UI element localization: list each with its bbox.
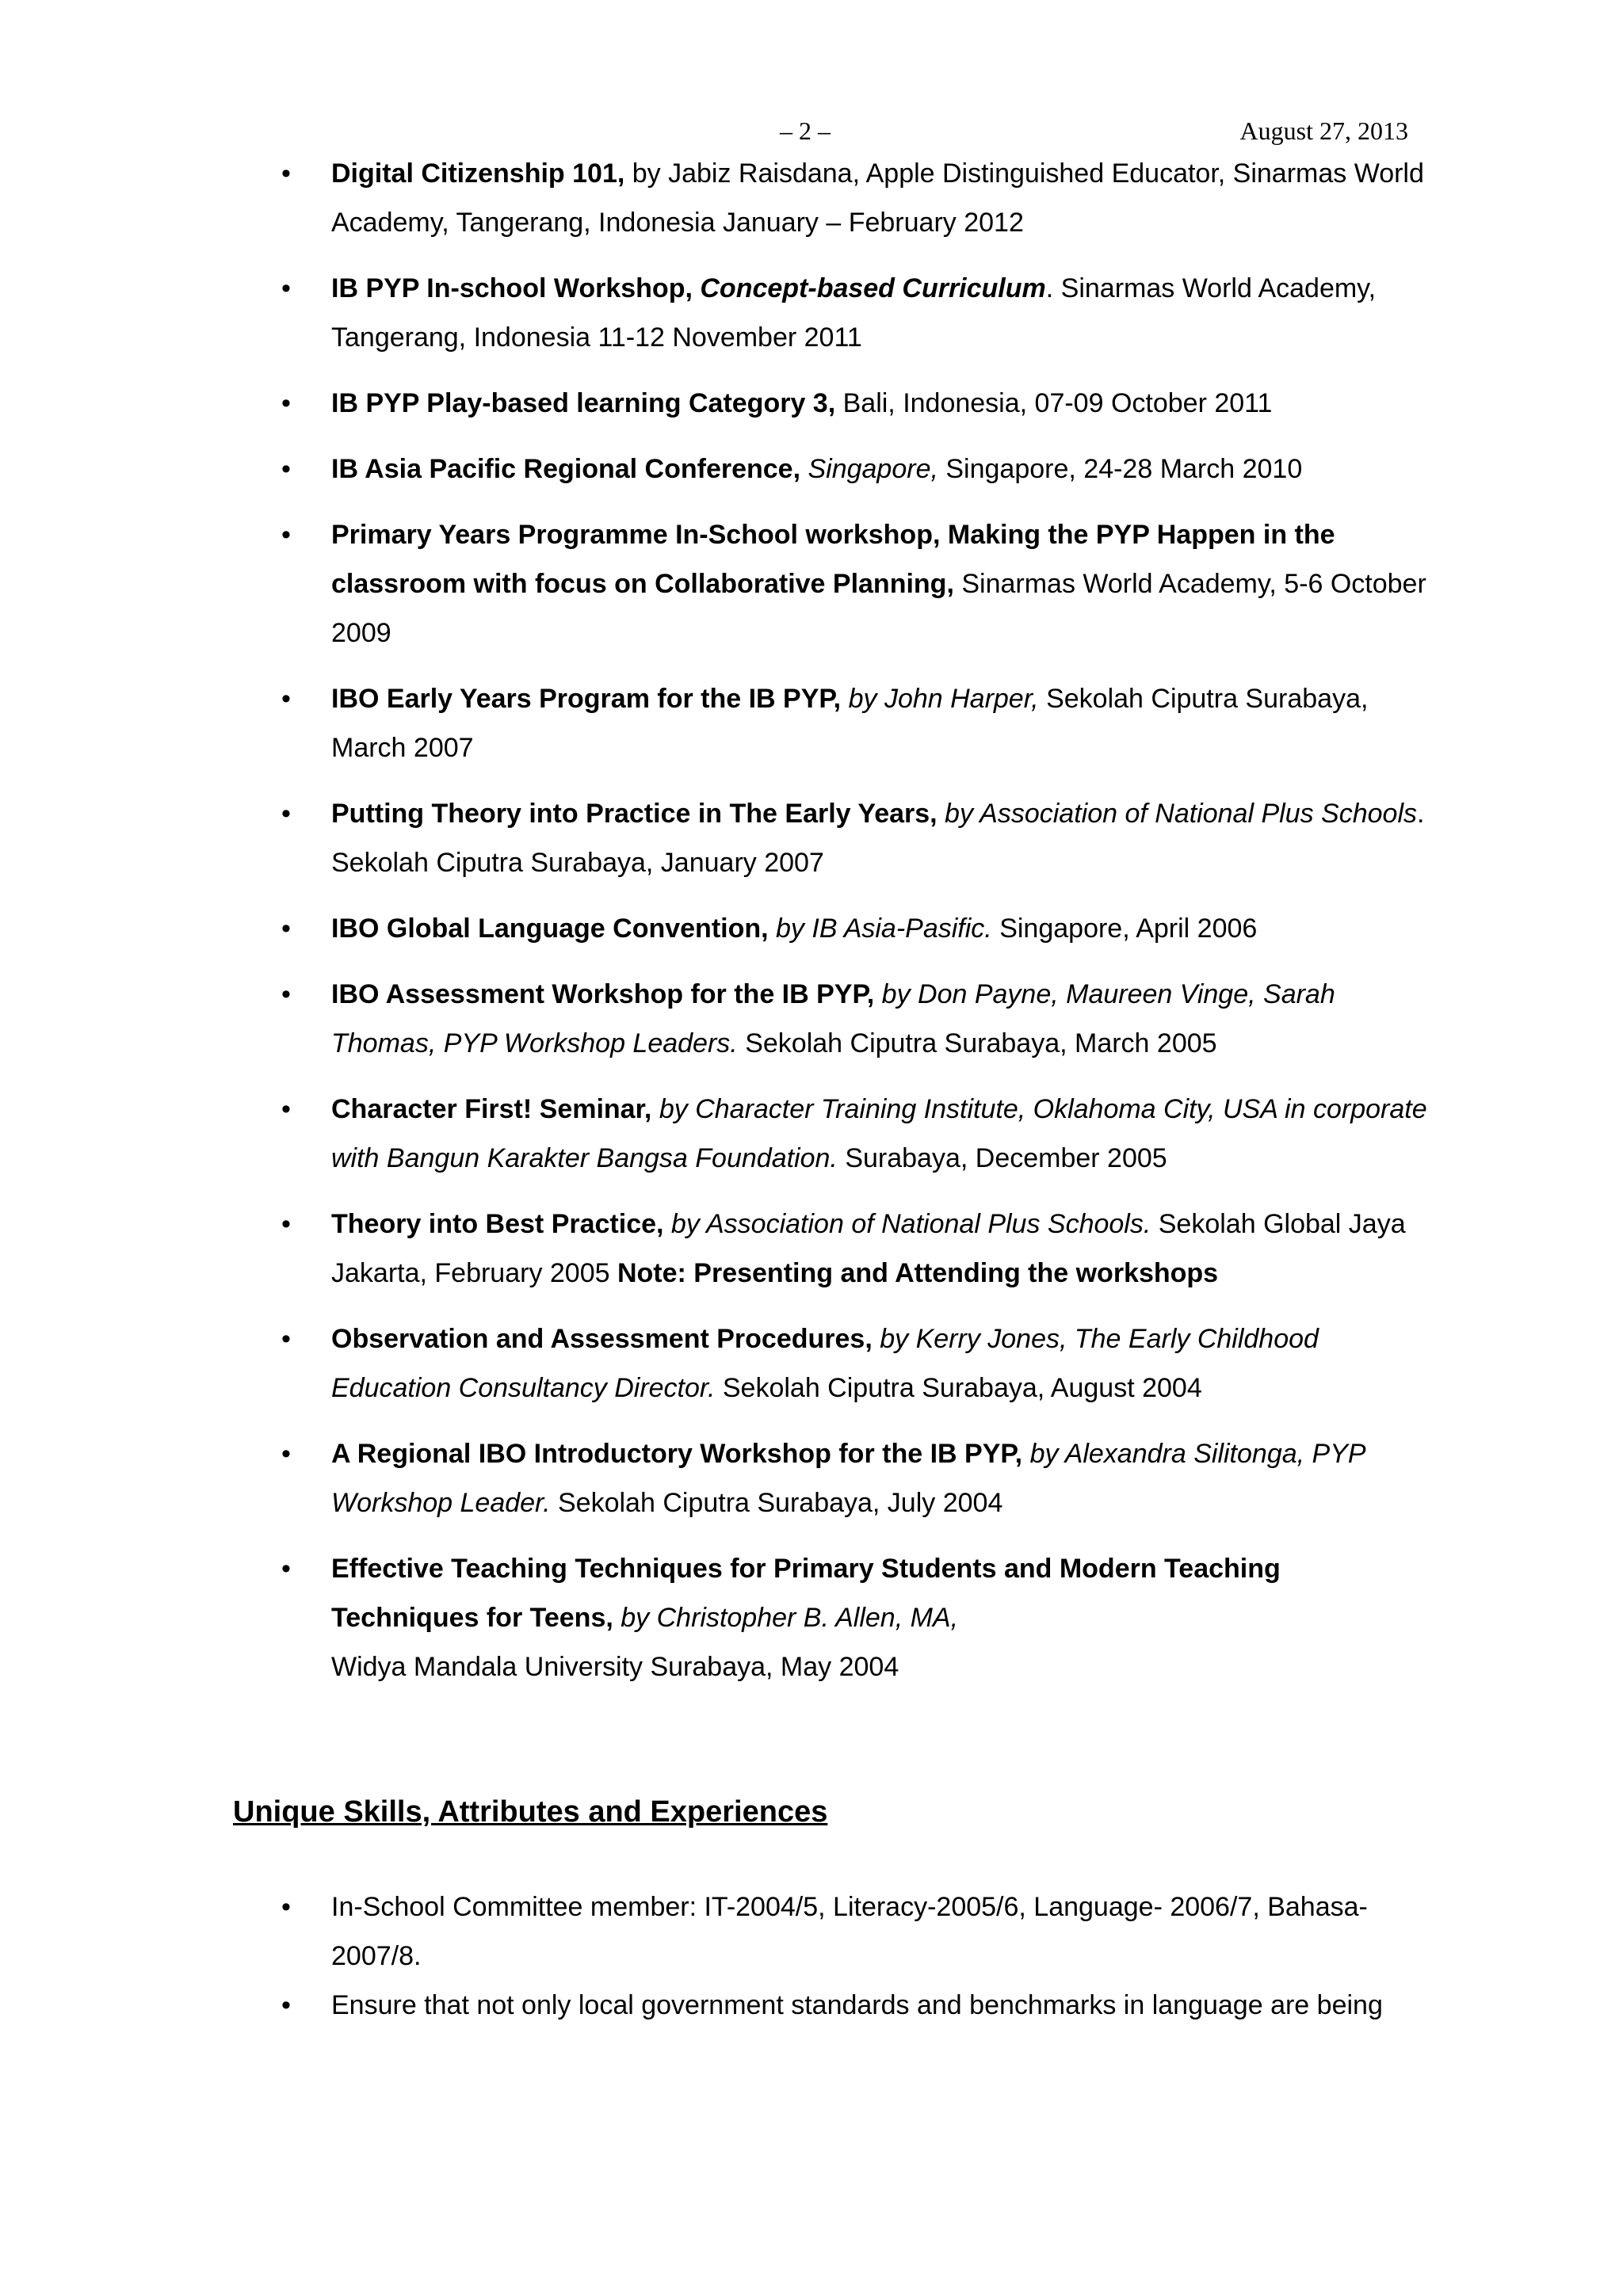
- workshops-section: [0, 149, 1623, 1708]
- workshop-item: [0, 1085, 1623, 1183]
- workshop-title: Effective Teaching Techniques for Primary Students and Modern Teaching Techniques for Teens,: [331, 1554, 1281, 1633]
- workshop-item: [0, 149, 1623, 247]
- workshop-details: Sekolah Ciputra Surabaya, March 2005: [737, 1028, 1217, 1058]
- workshop-item: [0, 1199, 1623, 1298]
- workshop-presenter: by Christopher B. Allen, MA,: [613, 1603, 959, 1633]
- workshop-details: Sinarmas World Academy, 5-6 October 2009: [331, 569, 1426, 648]
- workshop-item: [0, 789, 1623, 887]
- workshops-list: [0, 149, 1623, 1691]
- workshop-details: Sekolah Global Jaya Jakarta, February 2005: [331, 1209, 1406, 1288]
- workshop-subtitle: Concept-based Curriculum: [692, 273, 1046, 303]
- workshop-item: [0, 1544, 1623, 1691]
- workshop-item: [0, 379, 1623, 428]
- workshop-item: [0, 510, 1623, 658]
- workshop-presenter: by Kerry Jones, The Early Childhood Education Consultancy Director.: [331, 1324, 1319, 1403]
- workshop-title: IB PYP Play-based learning Category 3,: [331, 388, 836, 418]
- page-header: [0, 111, 1623, 151]
- workshop-details: . Sinarmas World Academy, Tangerang, Indonesia 11-12 November 2011: [331, 273, 1377, 353]
- workshop-details: Singapore, 24-28 March 2010: [938, 454, 1303, 484]
- page-number: – 2 –: [780, 116, 831, 145]
- workshop-details: Sekolah Ciputra Surabaya, August 2004: [715, 1373, 1202, 1403]
- workshop-item: [0, 970, 1623, 1068]
- skill-item: • Ensure that not only local government standards and benchmarks in language are being: [0, 1981, 1623, 2030]
- workshop-presenter: by Alexandra Silitonga, PYP Workshop Leader.: [331, 1439, 1365, 1518]
- workshop-details: Sekolah Ciputra Surabaya, July 2004: [550, 1488, 1003, 1518]
- skill-item: • In-School Committee member: IT-2004/5, Literacy-2005/6, Language- 2006/7, Bahasa-2007/8.: [0, 1882, 1623, 1981]
- workshop-details: Bali, Indonesia, 07-09 October 2011: [835, 388, 1273, 418]
- workshop-presenter: Singapore,: [800, 454, 938, 484]
- workshop-presenter: by Character Training Institute, Oklahoma City, USA in corporate with Bangun Karakter Bangsa Foundation.: [331, 1094, 1427, 1173]
- workshop-details: by Jabiz Raisdana, Apple Distinguished Educator, Sinarmas World Academy, Tangerang, Indonesia January – February 2012: [331, 158, 1424, 238]
- workshop-title: Theory into Best Practice,: [331, 1209, 664, 1239]
- workshop-presenter: by Association of National Plus Schools.: [663, 1209, 1151, 1239]
- workshop-title: IBO Early Years Program for the IB PYP,: [331, 684, 842, 714]
- workshop-presenter: by Don Payne, Maureen Vinge, Sarah Thomas, PYP Workshop Leaders.: [331, 979, 1335, 1058]
- workshop-details: Widya Mandala University Surabaya, May 2004: [331, 1652, 899, 1682]
- workshop-presenter: by Association of National Plus Schools: [937, 799, 1418, 829]
- workshop-title: A Regional IBO Introductory Workshop for the IB PYP,: [331, 1439, 1023, 1469]
- workshop-item: [0, 1429, 1623, 1527]
- section-heading: Unique Skills, Attributes and Experiences: [233, 1795, 828, 1829]
- workshop-title: IBO Assessment Workshop for the IB PYP,: [331, 979, 875, 1009]
- workshop-item: [0, 1314, 1623, 1413]
- workshop-presenter: by John Harper,: [841, 684, 1039, 714]
- workshop-title: IBO Global Language Convention,: [331, 913, 769, 944]
- workshop-note: Note: Presenting and Attending the workshops: [617, 1258, 1219, 1288]
- workshop-item: [0, 264, 1623, 362]
- workshop-item: [0, 444, 1623, 494]
- workshop-item: [0, 674, 1623, 772]
- workshop-title: Primary Years Programme In-School workshop, Making the PYP Happen in the classroom with focus on Collaborative Planning,: [331, 520, 1335, 599]
- workshop-title: IB PYP In-school Workshop,: [331, 273, 693, 303]
- workshop-title: Character First! Seminar,: [331, 1094, 652, 1124]
- workshop-details: Sekolah Ciputra Surabaya, March 2007: [331, 684, 1369, 763]
- skills-list: [0, 1882, 1623, 2030]
- skills-section: [0, 1882, 1623, 2030]
- workshop-title: IB Asia Pacific Regional Conference,: [331, 454, 801, 484]
- workshop-details: Singapore, April 2006: [991, 913, 1258, 944]
- workshop-title: Observation and Assessment Procedures,: [331, 1324, 873, 1354]
- workshop-item: [0, 904, 1623, 953]
- workshop-title: Digital Citizenship 101,: [331, 158, 625, 189]
- workshop-title: Putting Theory into Practice in The Early Years,: [331, 799, 938, 829]
- workshop-details: . Sekolah Ciputra Surabaya, January 2007: [331, 799, 1425, 878]
- header-date: August 27, 2013: [1239, 116, 1408, 145]
- workshop-presenter: by IB Asia-Pasific.: [768, 913, 992, 944]
- workshop-details: Surabaya, December 2005: [837, 1143, 1167, 1173]
